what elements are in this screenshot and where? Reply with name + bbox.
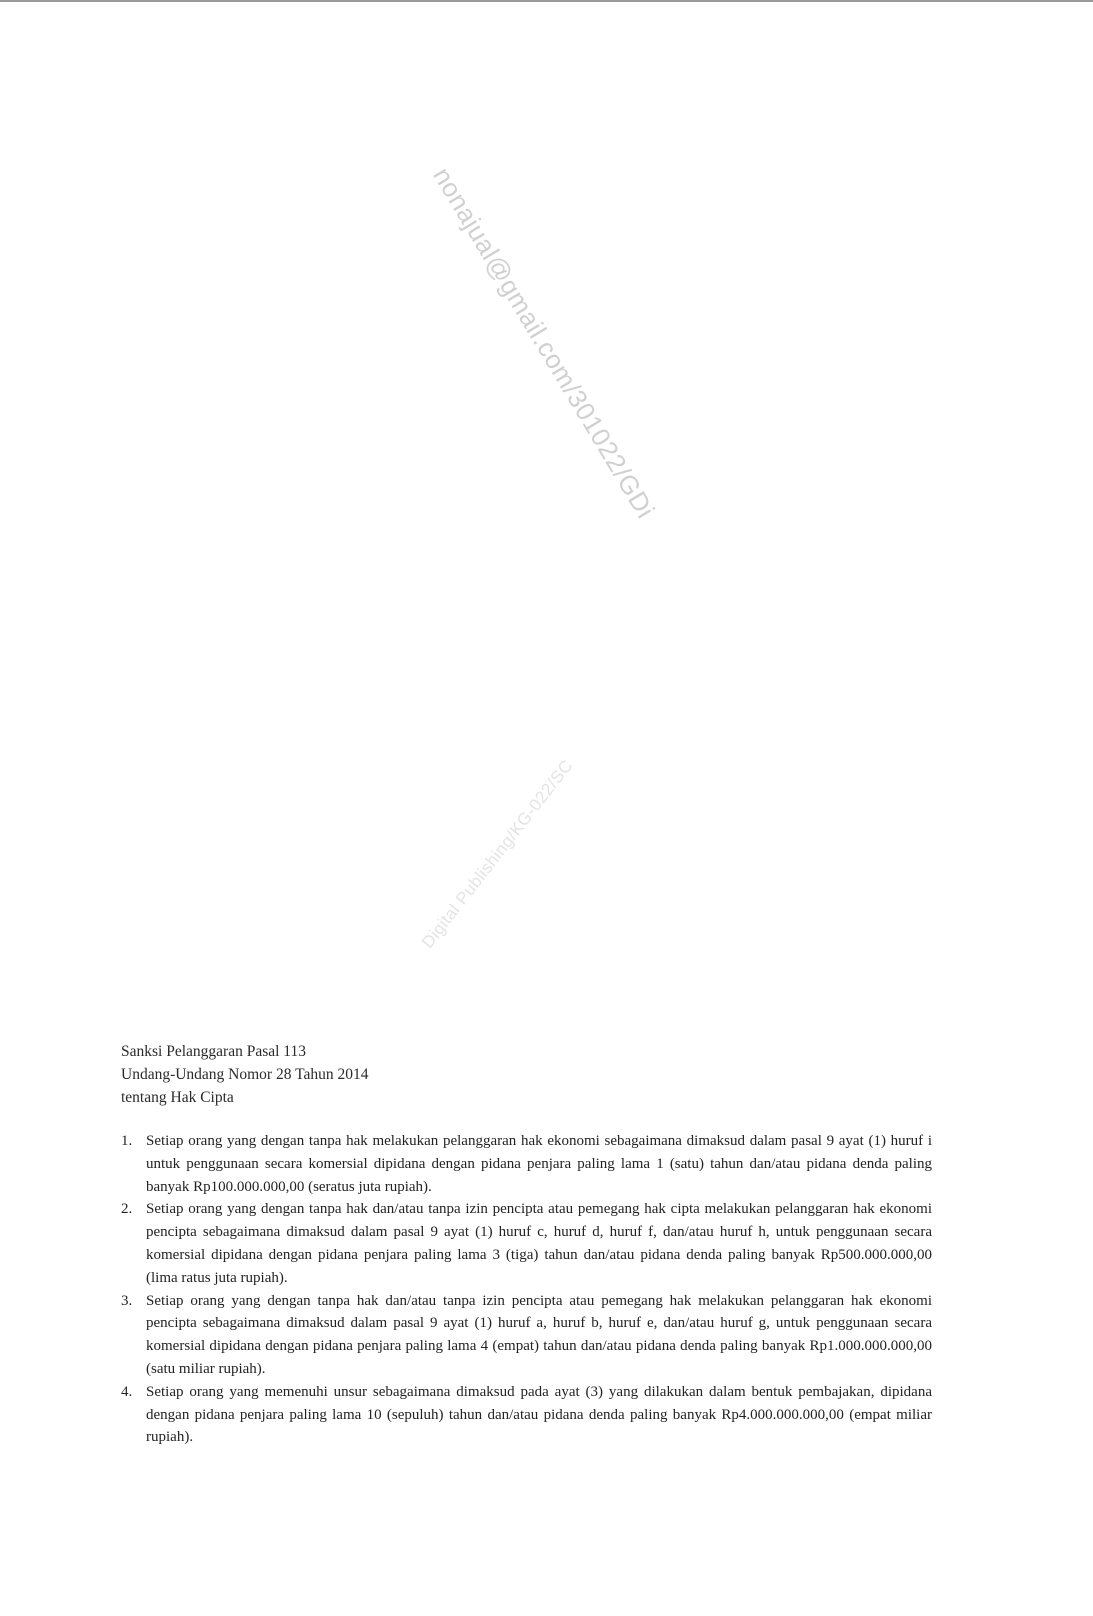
heading-law-number: Undang-Undang Nomor 28 Tahun 2014 bbox=[121, 1066, 369, 1083]
sanction-number: 4. bbox=[121, 1383, 133, 1400]
email-watermark: nonajual@gmail.com/301022/GDi bbox=[427, 162, 661, 524]
sanction-text: Setiap orang yang dengan tanpa hak dan/atau tanpa izin pencipta atau pemegang hak melakukan pelanggaran hak ekonomi pencipta sebagaimana dimaksud dalam pasal 9 ayat (1) huruf a, huruf b, huruf e, dan/atau huruf g, untuk penggunaan secara komersial dipidana dengan pidana penjara paling lama 4 (empat) tahun dan/atau pidana denda paling banyak Rp1.000.000.000,00 (satu miliar rupiah). bbox=[146, 1292, 932, 1377]
sanction-text: Setiap orang yang memenuhi unsur sebagaimana dimaksud pada ayat (3) yang dilakukan dalam bentuk pembajakan, dipidana dengan pidana penjara paling lama 10 (sepuluh) tahun dan/atau pidana denda paling banyak Rp4.000.000.000,00 (empat miliar rupiah). bbox=[146, 1383, 932, 1446]
heading-law-subject: tentang Hak Cipta bbox=[121, 1089, 234, 1106]
publisher-watermark: Digital Publishing/KG-022/SC bbox=[418, 756, 577, 952]
heading-article-title: Sanksi Pelanggaran Pasal 113 bbox=[121, 1043, 306, 1060]
sanction-item-4 bbox=[121, 1381, 932, 1449]
sanction-heading bbox=[121, 1040, 721, 1109]
page-top-border bbox=[0, 0, 1093, 2]
sanction-number: 1. bbox=[121, 1133, 133, 1149]
sanction-text: Setiap orang yang dengan tanpa hak melakukan pelanggaran hak ekonomi sebagaimana dimaksud dalam pasal 9 ayat (1) huruf i untuk penggunaan secara komersial dipidana dengan pidana penjara paling lama 1 (satu) tahun dan/atau pidana denda paling banyak Rp100.000.000,00 (seratus juta rupiah). bbox=[146, 1133, 932, 1195]
sanction-item-3 bbox=[121, 1290, 932, 1381]
sanction-list bbox=[121, 1130, 932, 1449]
sanction-number: 3. bbox=[121, 1292, 133, 1309]
sanction-text: Setiap orang yang dengan tanpa hak dan/atau tanpa izin pencipta atau pemegang hak cipta melakukan pelanggaran hak ekonomi pencipta sebagaimana dimaksud dalam pasal 9 ayat (1) huruf c, huruf d, huruf f, dan/atau huruf h, untuk penggunaan secara komersial dipidana dengan pidana penjara paling lama 3 (tiga) tahun dan/atau pidana denda paling banyak Rp500.000.000,00 (lima ratus juta rupiah). bbox=[146, 1201, 932, 1286]
sanction-item-1 bbox=[121, 1130, 932, 1198]
sanction-item-2 bbox=[121, 1198, 932, 1289]
sanction-number: 2. bbox=[121, 1201, 133, 1218]
